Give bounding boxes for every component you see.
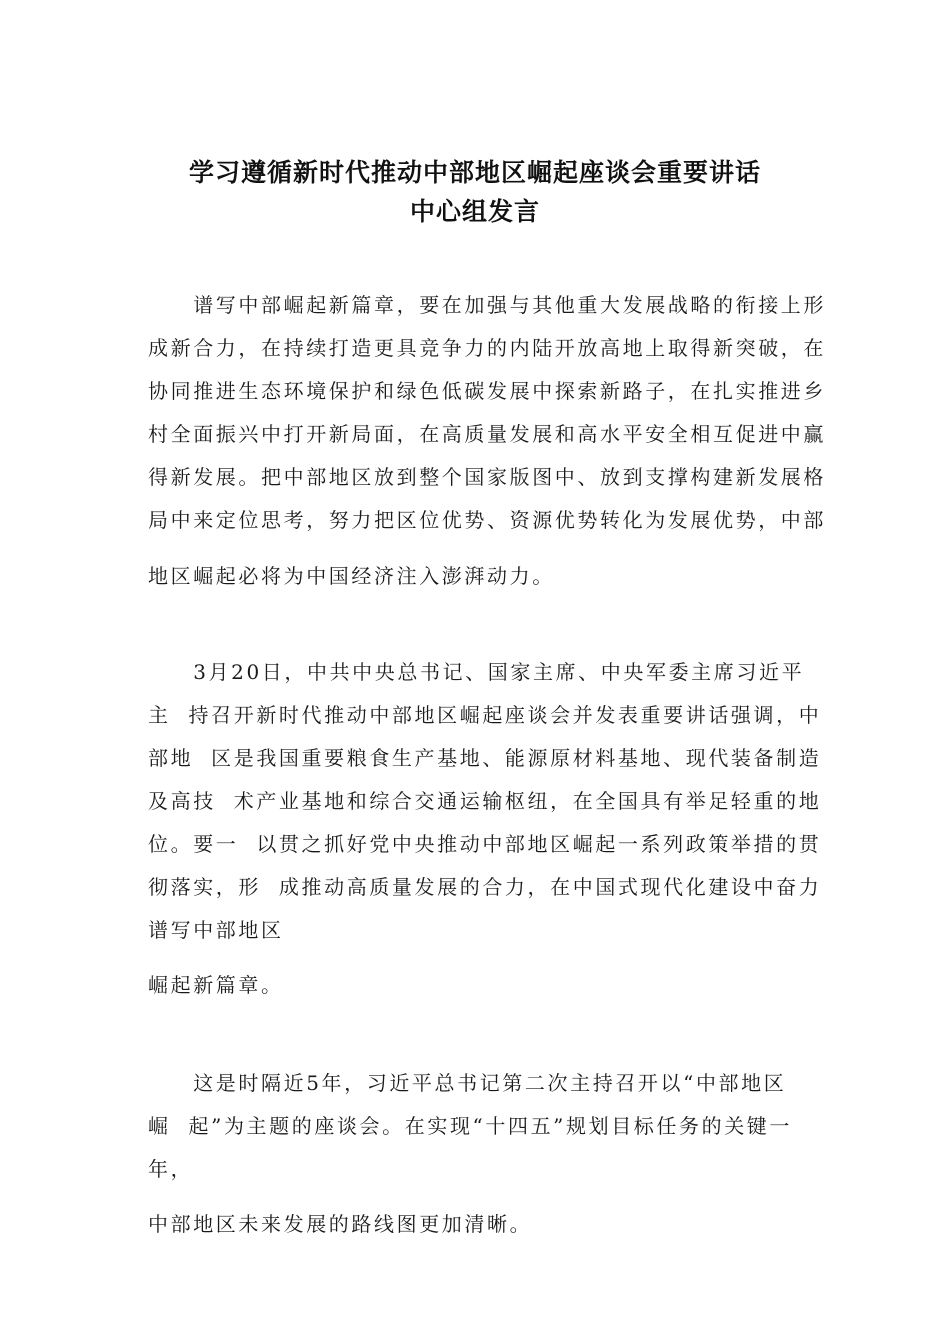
paragraph-1-line: 局中来定位思考，努力把区位优势、资源优势转化为发展优势，中部 [148,508,826,532]
paragraph-3-line: 崛 起”为主题的座谈会。在实现“十四五”规划目标任务的关键一 [148,1114,792,1138]
paragraph-2-line: 位。要一 以贯之抓好党中央推动中部地区崛起一系列政策举措的贯 [148,832,822,856]
paragraph-2-line: 3月20日，中共中央总书记、国家主席、中央军委主席习近平 [148,660,805,684]
paragraph-3-line: 中部地区未来发展的路线图更加清晰。 [148,1212,533,1236]
paragraph-2-line: 及高技 术产业基地和综合交通运输枢纽，在全国具有举足轻重的地 [148,789,822,813]
paragraph-2-line: 部地 区是我国重要粮食生产基地、能源原材料基地、现代装备制造 [148,746,822,770]
paragraph-1-line: 成新合力，在持续打造更具竞争力的内陆开放高地上取得新突破，在 [148,336,826,360]
paragraph-3-line: 年， [148,1157,194,1181]
paragraph-2-line: 谱写中部地区 [148,918,284,942]
document-title-line-2: 中心组发言 [409,197,540,226]
document-title-line-1: 学习遵循新时代推动中部地区崛起座谈会重要讲话 [188,158,761,187]
paragraph-2-line: 崛起新篇章。 [148,973,284,997]
paragraph-1-line: 得新发展。把中部地区放到整个国家版图中、放到支撑构建新发展格 [148,465,826,489]
paragraph-2-line: 主 持召开新时代推动中部地区崛起座谈会并发表重要讲话强调，中 [148,703,822,727]
paragraph-1-line: 协同推进生态环境保护和绿色低碳发展中探索新路子，在扎实推进乡 [148,379,826,403]
paragraph-1-line: 村全面振兴中打开新局面，在高质量发展和高水平安全相互促进中赢 [148,422,826,446]
paragraph-1-line: 地区崛起必将为中国经济注入澎湃动力。 [148,564,555,588]
paragraph-2-line: 彻落实，形 成推动高质量发展的合力，在中国式现代化建设中奋力 [148,875,822,899]
paragraph-3-line: 这是时隔近5年，习近平总书记第二次主持召开以“中部地区 [148,1071,787,1095]
paragraph-1-line: 谱写中部崛起新篇章，要在加强与其他重大发展战略的衔接上形 [148,293,826,317]
